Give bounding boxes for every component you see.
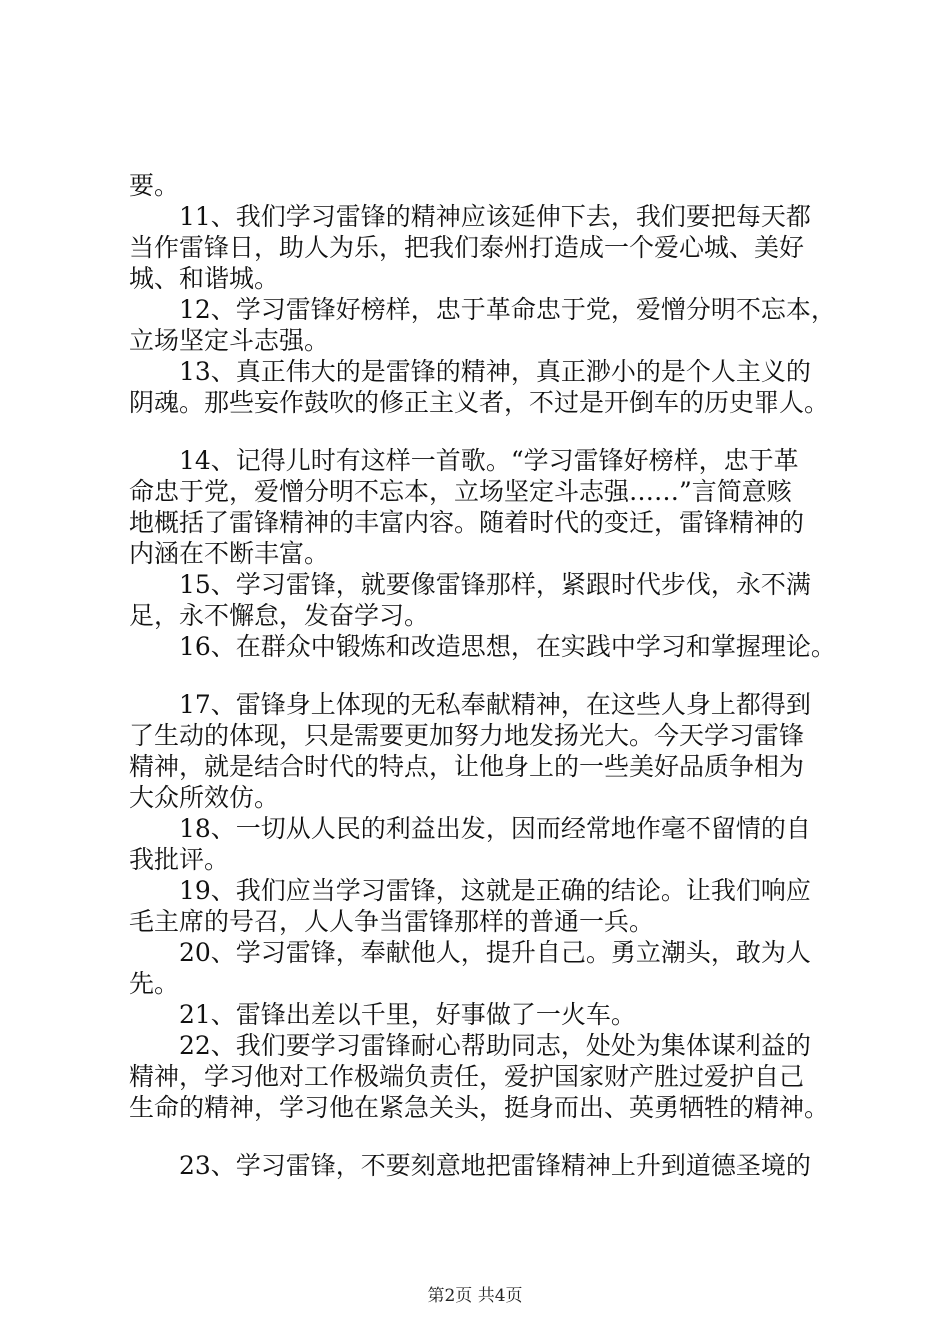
text-line: 23、学习雷锋，不要刻意地把雷锋精神上升到道德圣境的	[179, 1151, 811, 1180]
text-line: 命忠于党，爱憎分明不忘本，立场坚定斗志强……”言简意赅	[129, 477, 792, 506]
text-line: 19、我们应当学习雷锋，这就是正确的结论。让我们响应	[179, 876, 811, 905]
text-line: 城、和谐城。	[129, 264, 280, 293]
text-line: 11、我们学习雷锋的精神应该延伸下去，我们要把每天都	[179, 202, 811, 231]
text-line: 地概括了雷锋精神的丰富内容。随着时代的变迁，雷锋精神的	[129, 508, 805, 537]
text-line: 14、记得儿时有这样一首歌。“学习雷锋好榜样，忠于革	[179, 446, 799, 475]
text-line: 精神，就是结合时代的特点，让他身上的一些美好品质争相为	[129, 752, 805, 781]
text-line: 毛主席的号召，人人争当雷锋那样的普通一兵。	[129, 907, 655, 936]
text-line: 先。	[129, 969, 180, 998]
text-line: 18、一切从人民的利益出发，因而经常地作毫不留情的自	[179, 814, 811, 843]
page-number-footer: 第2页 共4页	[427, 1286, 523, 1306]
text-line: 阴魂。那些妄作鼓吹的修正主义者，不过是开倒车的历史罪人。	[129, 388, 830, 417]
text-line: 13、真正伟大的是雷锋的精神，真正渺小的是个人主义的	[179, 357, 811, 386]
text-line: 大众所效仿。	[129, 783, 280, 812]
text-line: 12、学习雷锋好榜样，忠于革命忠于党，爱憎分明不忘本，	[179, 295, 836, 324]
text-line: 生命的精神，学习他在紧急关头，挺身而出、英勇牺牲的精神。	[129, 1093, 830, 1122]
text-line: 16、在群众中锻炼和改造思想，在实践中学习和掌握理论。	[179, 632, 836, 661]
paragraph-gap	[129, 1123, 849, 1150]
text-line: 我批评。	[129, 845, 230, 874]
text-line: 22、我们要学习雷锋耐心帮助同志，处处为集体谋利益的	[179, 1031, 811, 1060]
text-line: 立场坚定斗志强。	[129, 326, 330, 355]
text-line: 了生动的体现，只是需要更加努力地发扬光大。今天学习雷锋	[129, 721, 805, 750]
text-line: 15、学习雷锋，就要像雷锋那样，紧跟时代步伐，永不满	[179, 570, 811, 599]
text-line: 当作雷锋日，助人为乐，把我们泰州打造成一个爱心城、美好	[129, 233, 805, 262]
text-line: 内涵在不断丰富。	[129, 539, 330, 568]
text-line: 足，永不懈怠，发奋学习。	[129, 601, 430, 630]
text-line: 21、雷锋出差以千里，好事做了一火车。	[179, 1000, 636, 1029]
paragraph-gap	[129, 418, 849, 445]
text-line: 20、学习雷锋，奉献他人，提升自己。勇立潮头，敢为人	[179, 938, 811, 967]
text-line: 精神，学习他对工作极端负责任，爱护国家财产胜过爱护自己	[129, 1062, 805, 1091]
text-line: 要。	[129, 171, 180, 200]
document-body	[129, 170, 849, 1181]
text-line: 17、雷锋身上体现的无私奉献精神，在这些人身上都得到	[179, 690, 811, 719]
paragraph-gap	[129, 662, 849, 689]
